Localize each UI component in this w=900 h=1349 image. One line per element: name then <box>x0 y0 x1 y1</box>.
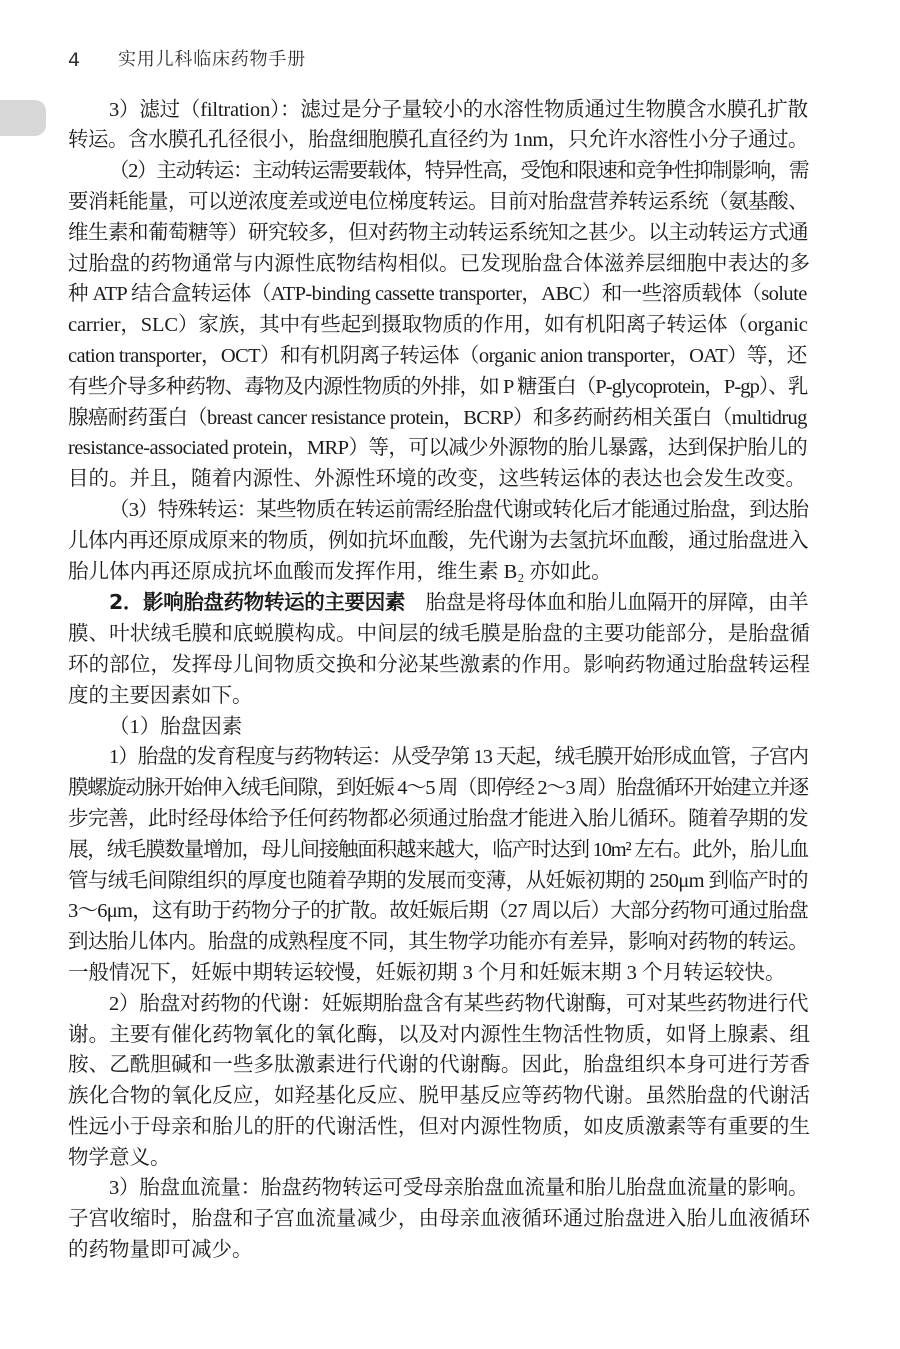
text-line: 的药物量即可减少。 <box>68 1239 253 1262</box>
paragraph-filtration <box>68 95 810 157</box>
text-line: 儿体内再还原成原来的物质，例如抗坏血酸，先代谢为去氢抗坏血酸，通过胎盘进入 <box>68 529 809 552</box>
text-line: 步完善，此时经母体给予任何药物都必须通过胎盘才能进入胎儿循环。随着孕期的发 <box>68 807 809 830</box>
text-line: 胺、乙酰胆碱和一些多肽激素进行代谢的代谢酶。因此，胎盘组织本身可进行芳香 <box>68 1054 810 1077</box>
paragraph-active-transport <box>68 156 810 495</box>
text-line: 管与绒毛间隙组织的厚度也随着孕期的发展而变薄，从妊娠初期的 250μm 到临产时的 <box>68 869 808 892</box>
text-line: 子宫收缩时，胎盘和子宫血流量减少，由母亲血液循环通过胎盘进入胎儿血液循环 <box>68 1208 810 1231</box>
text-line: 腺癌耐药蛋白（breast cancer resistance protein，BCRP）和多药耐药相关蛋白（multidrug <box>68 406 807 429</box>
text-body <box>68 95 810 1266</box>
text-line: cation transporter，OCT）和有机阴离子转运体（organic anion transporter，OAT）等，还 <box>68 344 807 367</box>
text-line: 有些介导多种药物、毒物及内源性物质的外排，如 P 糖蛋白（P-glycoprotein，P-gp）、乳 <box>68 375 808 398</box>
text-line: 到达胎儿体内。胎盘的成熟程度不同，其生物学功能亦有差异，影响对药物的转运。 <box>68 931 809 954</box>
text-line: 膜、叶状绒毛膜和底蜕膜构成。中间层的绒毛膜是胎盘的主要功能部分，是胎盘循 <box>68 623 810 646</box>
text-line: 过胎盘的药物通常与内源性底物结构相似。已发现胎盘合体滋养层细胞中表达的多 <box>68 252 810 275</box>
text-line: 维生素和葡萄糖等）研究较多，但对药物主动转运系统知之甚少。以主动转运方式通 <box>68 221 809 244</box>
text-line: 转运。含水膜孔孔径很小，胎盘细胞膜孔直径约为 1nm，只允许水溶性小分子通过。 <box>68 129 809 152</box>
subheading-placental-factors <box>68 712 810 743</box>
text-line: （1）胎盘因素 <box>109 715 243 738</box>
text-line: （3）特殊转运：某些物质在转运前需经胎盘代谢或转化后才能通过胎盘，到达胎 <box>109 498 809 521</box>
text-line: 展，绒毛膜数量增加，母儿间接触面积越来越大，临产时达到 10m² 左右。此外，胎儿血 <box>68 838 808 861</box>
text-line: 性远小于母亲和胎儿的肝的代谢活性，但对内源性物质，如皮质激素等有重要的生 <box>68 1115 810 1138</box>
text-line: 谢。主要有催化药物氧化的氧化酶，以及对内源性生物活性物质，如肾上腺素、组 <box>68 1023 810 1046</box>
text-line: 2）胎盘对药物的代谢：妊娠期胎盘含有某些药物代谢酶，可对某些药物进行代 <box>109 992 809 1015</box>
text-line <box>68 587 810 619</box>
text-line: 度的主要因素如下。 <box>68 684 253 707</box>
paragraph-transport-factors <box>68 587 810 711</box>
page-number: 4 <box>68 49 81 71</box>
text-line: 种 ATP 结合盒转运体（ATP-binding cassette transporter，ABC）和一些溶质载体（solute <box>68 283 807 306</box>
text-line: 要消耗能量，可以逆浓度差或逆电位梯度转运。目前对胎盘营养转运系统（氨基酸、 <box>68 190 809 213</box>
text-line: resistance-associated protein，MRP）等，可以减少外源物的胎儿暴露，达到保护胎儿的 <box>68 437 808 460</box>
text-line: 物学意义。 <box>68 1146 171 1169</box>
text-line: 3～6μm，这有助于药物分子的扩散。故妊娠后期（27 周以后）大部分药物可通过胎盘 <box>68 900 808 923</box>
text-line: 一般情况下，妊娠中期转运较慢，妊娠初期 3 个月和妊娠末期 3 个月转运较快。 <box>68 961 786 984</box>
book-title: 实用儿科临床药物手册 <box>118 49 306 70</box>
paragraph-special-transport <box>68 495 810 587</box>
text-line: 1）胎盘的发育程度与药物转运：从受孕第 13 天起，绒毛膜开始形成血管，子宫内 <box>109 746 809 769</box>
text-line: 族化合物的氧化反应，如羟基化反应、脱甲基反应等药物代谢。虽然胎盘的代谢活 <box>68 1085 810 1108</box>
running-header <box>68 47 668 73</box>
thumb-tab <box>0 100 46 136</box>
text-line: 环的部位，发挥母儿间物质交换和分泌某些激素的作用。影响药物通过胎盘转运程 <box>68 653 810 676</box>
text-line: 胎儿体内再还原成抗坏血酸而发挥作用，维生素 B₂ 亦如此。 <box>68 560 612 583</box>
paragraph-placental-blood-flow <box>68 1173 810 1265</box>
text-line: 3）胎盘血流量：胎盘药物转运可受母亲胎盘血流量和胎儿胎盘血流量的影响。 <box>109 1177 809 1200</box>
text-line: 膜螺旋动脉开始伸入绒毛间隙，到妊娠 4～5 周（即停经 2～3 周）胎盘循环开始建立并逐 <box>68 777 808 800</box>
text-line-content: 胎盘是将母体血和胎儿血隔开的屏障，由羊 <box>425 592 809 615</box>
section-heading: 2．影响胎盘药物转运的主要因素 <box>109 590 405 615</box>
text-line: carrier，SLC）家族，其中有些起到摄取物质的作用，如有机阳离子转运体（organic <box>68 314 808 337</box>
text-line: 3）滤过（filtration）：滤过是分子量较小的水溶性物质通过生物膜含水膜孔扩散 <box>109 98 808 121</box>
text-line: （2）主动转运：主动转运需要载体，特异性高，受饱和限速和竞争性抑制影响，需 <box>109 160 809 183</box>
paragraph-placental-development <box>68 742 810 988</box>
text-line: 目的。并且，随着内源性、外源性环境的改变，这些转运体的表达也会发生改变。 <box>68 468 806 491</box>
paragraph-placental-metabolism <box>68 989 810 1174</box>
